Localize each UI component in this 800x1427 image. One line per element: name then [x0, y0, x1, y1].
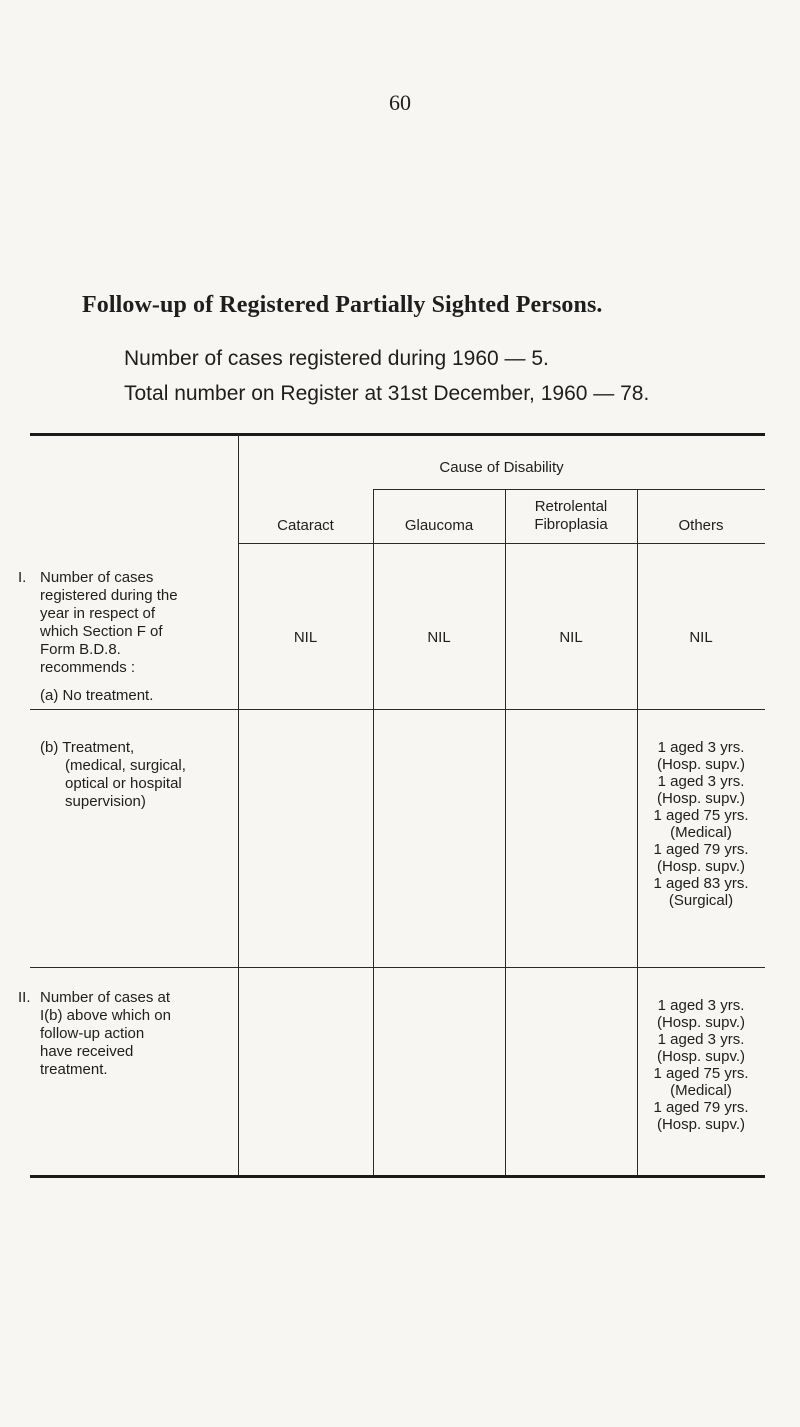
- disability-table: [18, 433, 765, 1180]
- list-item: (Hosp. supv.): [656, 858, 746, 875]
- section-ii-number: II.: [18, 989, 31, 1006]
- nil-retrolental: NIL: [559, 629, 583, 646]
- list-item: 1 aged 83 yrs.: [653, 875, 749, 892]
- list-item: 1 aged 79 yrs.: [653, 841, 749, 858]
- list-item: (Hosp. supv.): [656, 1116, 746, 1133]
- column-line-stub: [238, 433, 239, 1175]
- list-item: 1 aged 75 yrs.: [653, 807, 749, 824]
- col-header-cataract: Cataract: [277, 517, 334, 534]
- list-item: 1 aged 3 yrs.: [657, 773, 745, 790]
- group-header-cause-of-disability: Cause of Disability: [439, 459, 564, 476]
- table-top-rule: [30, 433, 765, 436]
- section-b-others-list: [637, 739, 765, 909]
- list-item: 1 aged 3 yrs.: [657, 1031, 745, 1048]
- list-item: (Hosp. supv.): [656, 1048, 746, 1065]
- col-header-others: Others: [678, 517, 724, 534]
- nil-cataract: NIL: [293, 629, 318, 646]
- section-i-stub: [18, 569, 238, 699]
- list-item: 1 aged 3 yrs.: [657, 997, 745, 1014]
- section-b-text: (b) Treatment, (medical, surgical, optical or hospital supervision): [40, 739, 186, 810]
- section-a-label: (a) No treatment.: [40, 687, 154, 704]
- header-divider: [373, 489, 765, 490]
- nil-glaucoma: NIL: [427, 629, 451, 646]
- page-number: 60: [389, 90, 411, 115]
- list-item: (Hosp. supv.): [656, 1014, 746, 1031]
- register-total-line: Total number on Register at 31st December, 1960 — 78.: [124, 382, 650, 405]
- list-item: (Surgical): [668, 892, 734, 909]
- list-item: 1 aged 3 yrs.: [657, 739, 745, 756]
- section-i-text: Number of cases registered during the year in respect of which Section F of Form B.D.8. recommends :: [40, 569, 178, 676]
- col-header-glaucoma: Glaucoma: [404, 517, 474, 534]
- section-ii-others-list: [637, 997, 765, 1133]
- column-line-1: [373, 489, 374, 1175]
- column-header-divider: [238, 543, 765, 544]
- list-item: (Hosp. supv.): [656, 790, 746, 807]
- table-bottom-rule: [30, 1175, 765, 1178]
- list-item: (Hosp. supv.): [656, 756, 746, 773]
- col-header-retrolental-fibroplasia: Retrolental Fibroplasia: [534, 498, 608, 533]
- section-b-divider: [30, 967, 765, 968]
- page-title: Follow-up of Registered Partially Sighted Persons.: [82, 292, 603, 318]
- column-line-2: [505, 489, 506, 1175]
- list-item: (Medical): [670, 1082, 732, 1099]
- section-a-divider: [30, 709, 765, 710]
- list-item: 1 aged 79 yrs.: [653, 1099, 749, 1116]
- list-item: 1 aged 75 yrs.: [653, 1065, 749, 1082]
- nil-others: NIL: [689, 629, 713, 646]
- list-item: (Medical): [670, 824, 732, 841]
- section-i-number: I.: [18, 569, 27, 586]
- registered-count-line: Number of cases registered during 1960 — 5.: [124, 347, 549, 370]
- section-ii-text: Number of cases at I(b) above which on follow-up action have received treatment.: [40, 989, 171, 1078]
- section-ii-stub: [18, 989, 238, 1089]
